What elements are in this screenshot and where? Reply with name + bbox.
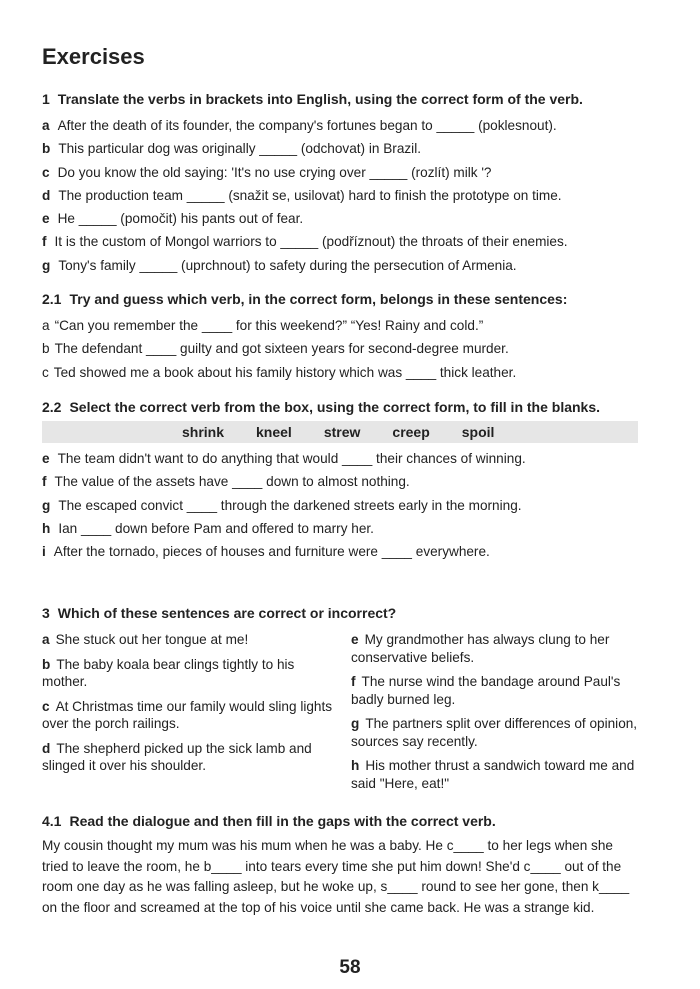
item-text: The team didn't want to do anything that would ____ their chances of winning. [57,451,526,466]
item-text: The escaped convict ____ through the darkened streets early in the morning. [58,497,522,513]
exercise-instruction: Translate the verbs in brackets into English, using the correct form of the verb. [57,91,583,107]
word-box-item: kneel [256,424,292,440]
exercise-item [42,740,333,775]
item-text: Tony's family _____ (uprchnout) to safety during the persecution of Armenia. [58,257,517,273]
item-text: After the tornado, pieces of houses and furniture were ____ everywhere. [53,544,490,560]
item-letter: c [42,698,50,714]
exercise-3 [42,604,642,799]
word-box-item: creep [392,424,430,440]
page-number: 58 [339,957,361,978]
left-column [42,631,333,799]
word-box [42,421,638,443]
exercise-instruction: Select the correct verb from the box, using the correct form, to fill in the blanks. [69,399,601,415]
item-letter: c [42,364,49,380]
item-text: My grandmother has always clung to her conservative beliefs. [351,632,610,665]
item-text: It is the custom of Mongol warriors to _____ (podříznout) the throats of their enemies. [54,234,568,250]
exercise-item [351,631,642,666]
item-text: The nurse wind the bandage around Paul's badly burned leg. [351,674,621,707]
exercise-2-2-heading [42,398,642,416]
item-letter: g [42,257,51,273]
word-box-item: spoil [461,424,495,440]
exercise-item [42,184,642,207]
exercise-1 [42,90,642,277]
exercise-2-2 [42,398,642,563]
word-box-item: shrink [182,424,225,440]
word-box-item: strew [323,424,361,440]
item-text: This particular dog was originally _____ (odchovat) in Brazil. [58,141,421,157]
item-text: “Can you remember the ____ for this weekend?” “Yes! Rainy and cold.” [54,318,484,333]
item-text: The defendant ____ guilty and got sixteen years for second-degree murder. [54,341,509,357]
item-letter: f [351,674,356,689]
exercise-item [351,757,642,792]
item-letter: e [42,211,50,227]
item-letter: d [42,740,51,756]
exercise-instruction: Read the dialogue and then fill in the gaps with the correct verb. [69,813,496,829]
item-letter: g [42,497,51,513]
exercise-3-heading [42,604,642,622]
item-text: Ted showed me a book about his family history which was ____ thick leather. [53,364,517,380]
item-letter: b [42,141,51,157]
item-text: The partners split over differences of opinion, sources say recently. [351,716,638,749]
item-text: After the death of its founder, the company's fortunes began to _____ (poklesnout). [57,118,557,133]
item-letter: h [42,520,51,536]
item-letter: h [351,758,360,773]
exercise-item [42,494,642,517]
exercise-number: 3 [42,605,50,621]
exercise-item [42,114,642,137]
exercise-item [42,230,642,253]
exercise-item [42,161,642,184]
item-text: The shepherd picked up the sick lamb and slinged it over his shoulder. [42,740,312,773]
exercise-item [42,698,333,733]
exercise-item [42,470,642,493]
exercise-item [42,656,333,691]
exercise-item [42,254,642,277]
exercise-item [42,314,642,337]
item-text: The baby koala bear clings tightly to his mother. [42,656,295,689]
exercise-1-list [42,114,642,277]
exercise-instruction: Which of these sentences are correct or incorrect? [57,605,397,621]
item-text: Ian ____ down before Pam and offered to marry her. [58,520,374,536]
exercise-number: 1 [42,91,50,107]
exercise-1-heading [42,90,642,108]
item-text: The production team _____ (snažit se, usilovat) hard to finish the prototype on time. [58,187,562,203]
item-text: At Christmas time our family would sling lights over the porch railings. [42,698,333,731]
right-column [351,631,642,799]
exercise-item [42,517,642,540]
item-letter: c [42,164,50,180]
exercise-item [351,715,642,750]
exercise-item [42,447,642,470]
exercise-4-1-heading [42,812,642,830]
item-text: His mother thrust a sandwich toward me and said "Here, eat!" [351,758,635,791]
dialogue-paragraph: My cousin thought my mum was his mum when he was a baby. He c____ to her legs when she tried to leave the room, he b____ into tears every time she put him down! She'd c____ out of the room one day as he was falling asleep, but he woke up, s____ round to see her gone, then k____ on the floor and screamed at the top of his voice until she came back. He was a strange kid. [42,838,630,916]
exercise-item [42,337,642,360]
item-letter: b [42,341,50,357]
item-letter: a [42,118,50,133]
item-text: She stuck out her tongue at me! [55,632,249,647]
exercise-2-1-heading [42,290,642,308]
exercise-2-1 [42,290,642,384]
exercise-item [42,207,642,230]
item-text: Do you know the old saying: 'It's no use crying over _____ (rozlít) milk '? [57,164,492,180]
exercise-number: 4.1 [42,813,62,829]
exercise-4-1 [42,812,642,919]
item-letter: e [42,451,50,466]
exercise-item [42,137,642,160]
page-title: Exercises [42,44,145,69]
item-letter: d [42,187,51,203]
exercise-3-columns [42,631,642,799]
item-letter: f [42,474,47,490]
exercise-number: 2.1 [42,291,62,307]
item-letter: f [42,234,47,250]
item-letter: a [42,632,50,647]
exercise-number: 2.2 [42,399,62,415]
item-letter: e [351,632,359,647]
exercise-item [42,631,333,649]
exercise-item [42,361,642,384]
item-text: The value of the assets have ____ down to almost nothing. [54,474,410,490]
item-letter: g [351,716,360,731]
item-text: He _____ (pomočit) his pants out of fear. [57,211,304,227]
item-letter: b [42,656,51,672]
item-letter: a [42,318,50,333]
exercise-item [351,673,642,708]
exercise-instruction: Try and guess which verb, in the correct form, belongs in these sentences: [69,291,568,307]
exercise-item [42,540,642,563]
item-letter: i [42,544,46,560]
